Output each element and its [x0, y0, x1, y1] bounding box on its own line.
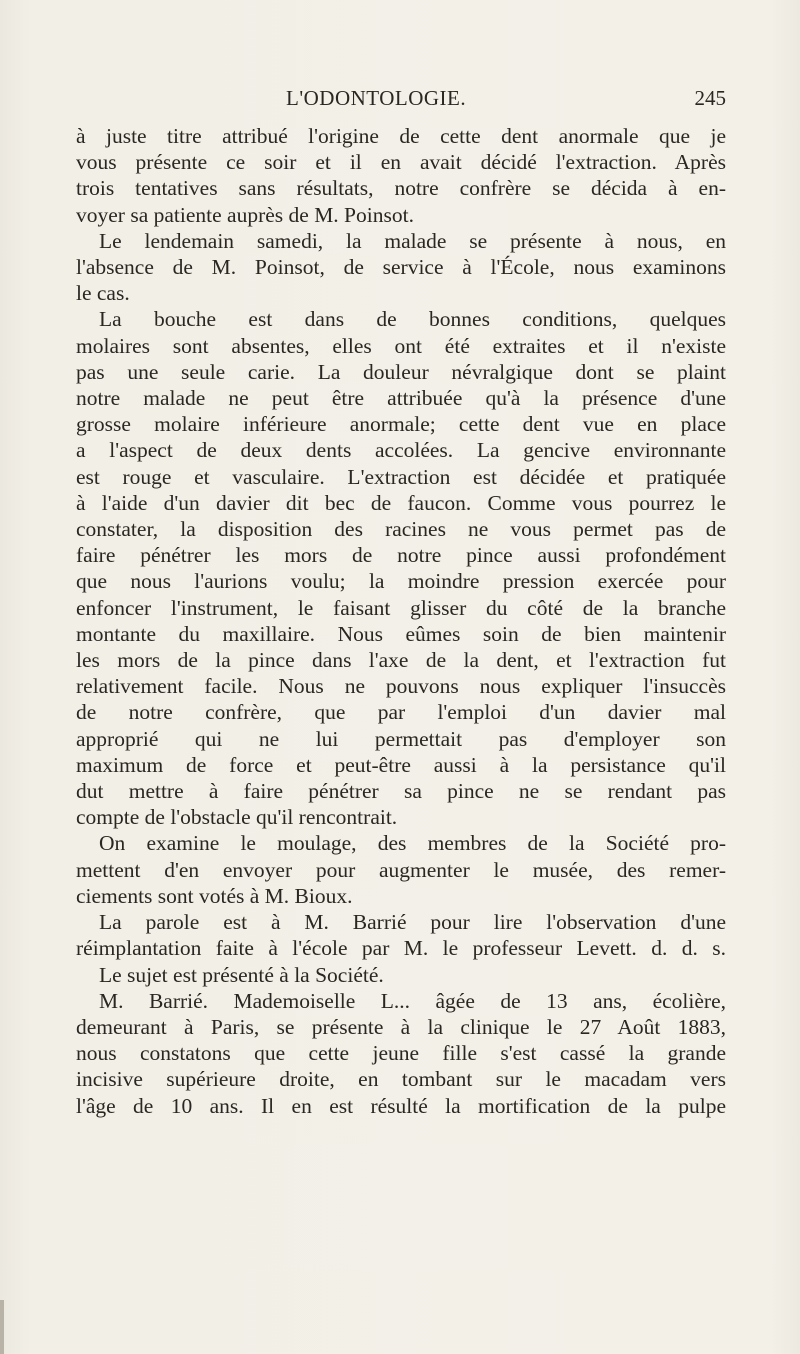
- text-line: On examine le moulage, des membres de la Société pro-: [99, 831, 726, 856]
- text-line: pas une seule carie. La douleur névralgique dont se plaint: [76, 359, 726, 384]
- text-line: maximum de force et peut-être aussi à la persistance qu'il: [76, 752, 726, 777]
- text-line: ciements sont votés à M. Bioux.: [76, 883, 353, 908]
- text-line: Le lendemain samedi, la malade se présente à nous, en: [99, 228, 726, 253]
- page-edge-mark: [0, 1300, 4, 1354]
- text-line: l'âge de 10 ans. Il en est résulté la mortification de la pulpe: [76, 1093, 726, 1118]
- text-line: a l'aspect de deux dents accolées. La gencive environnante: [76, 438, 726, 463]
- text-line: est rouge et vasculaire. L'extraction est décidée et pratiquée: [76, 464, 726, 489]
- page-header: [76, 86, 726, 118]
- text-line: mettent d'en envoyer pour augmenter le musée, des remer-: [76, 857, 726, 882]
- text-line: le cas.: [76, 281, 130, 306]
- text-line: de notre confrère, que par l'emploi d'un davier mal: [76, 700, 726, 725]
- text-line: faire pénétrer les mors de notre pince aussi profondément: [76, 543, 726, 568]
- text-line: à l'aide d'un davier dit bec de faucon. Comme vous pourrez le: [76, 490, 726, 515]
- text-line: approprié qui ne lui permettait pas d'employer son: [76, 726, 726, 751]
- page-number: 245: [694, 86, 726, 110]
- text-line: compte de l'obstacle qu'il rencontrait.: [76, 805, 398, 830]
- text-line: La bouche est dans de bonnes conditions, quelques: [99, 307, 726, 332]
- text-line: La parole est à M. Barrié pour lire l'observation d'une: [99, 910, 726, 935]
- text-line: relativement facile. Nous ne pouvons nous expliquer l'insuccès: [76, 674, 726, 699]
- text-line: Le sujet est présenté à la Société.: [99, 962, 384, 987]
- text-line: dut mettre à faire pénétrer sa pince ne se rendant pas: [76, 779, 726, 804]
- body-text: [76, 123, 726, 1119]
- text-line: réimplantation faite à l'école par M. le professeur Levett. d. d. s.: [76, 936, 726, 961]
- text-line: voyer sa patiente auprès de M. Poinsot.: [76, 202, 414, 227]
- text-line: notre malade ne peut être attribuée qu'à la présence d'une: [76, 386, 726, 411]
- text-line: à juste titre attribué l'origine de cette dent anormale que je: [76, 124, 726, 148]
- text-line: que nous l'aurions voulu; la moindre pression exercée pour: [76, 569, 726, 594]
- text-line: incisive supérieure droite, en tombant sur le macadam vers: [76, 1067, 726, 1092]
- text-line: nous constatons que cette jeune fille s'est cassé la grande: [76, 1041, 726, 1066]
- text-line: constater, la disposition des racines ne vous permet pas de: [76, 517, 726, 542]
- text-line: grosse molaire inférieure anormale; cette dent vue en place: [76, 412, 726, 437]
- text-line: vous présente ce soir et il en avait décidé l'extraction. Après: [76, 150, 726, 175]
- text-line: montante du maxillaire. Nous eûmes soin de bien maintenir: [76, 621, 726, 646]
- text-line: demeurant à Paris, se présente à la clinique le 27 Août 1883,: [76, 1014, 726, 1039]
- running-title: L'ODONTOLOGIE.: [286, 86, 467, 110]
- text-line: l'absence de M. Poinsot, de service à l'École, nous examinons: [76, 255, 726, 280]
- text-line: molaires sont absentes, elles ont été extraites et il n'existe: [76, 333, 726, 358]
- text-line: enfoncer l'instrument, le faisant glisser du côté de la branche: [76, 595, 726, 620]
- text-line: trois tentatives sans résultats, notre confrère se décida à en-: [76, 176, 726, 201]
- text-line: les mors de la pince dans l'axe de la dent, et l'extraction fut: [76, 648, 726, 673]
- text-line: M. Barrié. Mademoiselle L... âgée de 13 ans, écolière,: [99, 988, 726, 1013]
